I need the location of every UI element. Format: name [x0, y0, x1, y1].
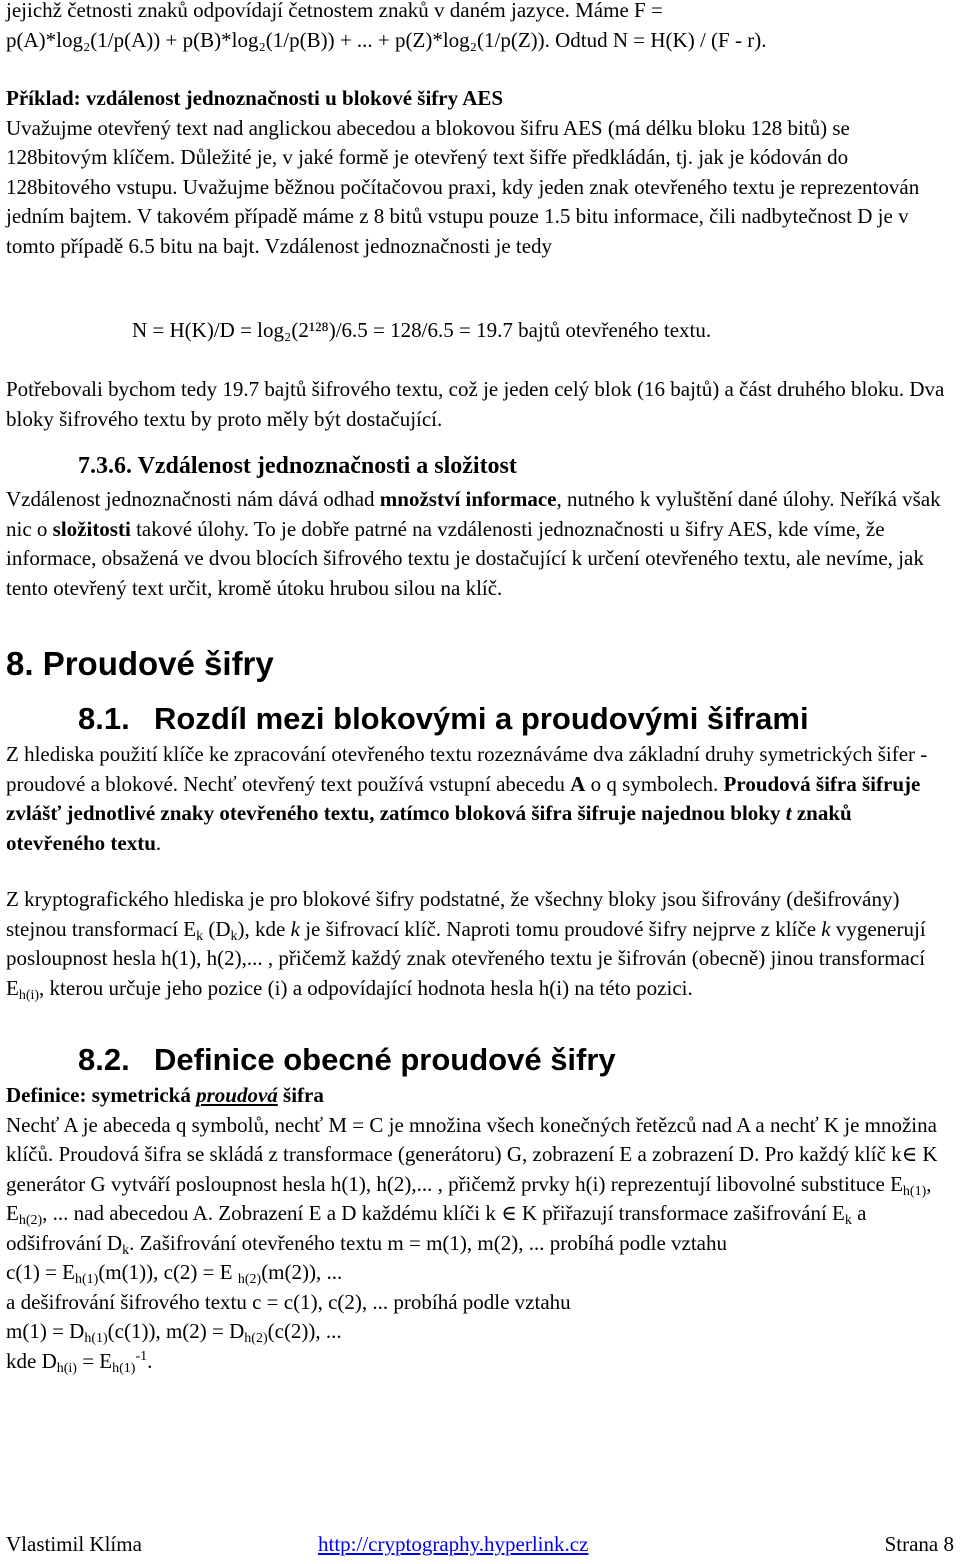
- section-8-1-title: Rozdíl mezi blokovými a proudovými šiframi: [154, 701, 809, 736]
- example-after: Potřebovali bychom tedy 19.7 bajtů šifrového textu, což je jeden celý blok (16 bajtů) a část druhého bloku. Dva bloky šifrového textu by proto měly být dostačující.: [6, 377, 945, 431]
- encryption-formula: $c(1) = E_{h(1)}(m(1))$, c(2) = E $_{h(2)}$(m(2)), ...: [6, 1260, 343, 1287]
- definition-heading: Definice: symetrická proudová šifra: [6, 1083, 324, 1107]
- example-equation: N = H(K)/D = log₂(2¹²⁸)/6.5 = 128/6.5 = 19.7 bajtů otevřeného textu.: [132, 318, 712, 342]
- section-8-2-title: Definice obecné proudové šifry: [154, 1042, 616, 1077]
- section-8-2-number: 8.2.: [78, 1042, 130, 1077]
- section-8-1-para-2: Z kryptografického hlediska je pro blokové šifry podstatné, že všechny bloky jsou šifrovány (dešifrovány) stejnou transformací $E_k$ $(D_k)$, kde k je šifrovací klíč. Naproti tomu proudové šifry nejprve z klíče k vygenerují posloupnost hesla h(1), h(2),... , přičemž každý znak otevřeného textu je šifrován (obecně) jinou transformací $E_{h(i)}$, kterou určuje jeho pozice (i) a odpovídající hodnota hesla h(i) na této pozici.: [6, 887, 926, 1003]
- chapter-8-heading: 8. Proudové šifry: [6, 645, 274, 682]
- intro-line-1: jejichž četnosti znaků odpovídají četnostem znaků v daném jazyce. Máme F =: [6, 0, 663, 22]
- section-8-1-number: 8.1.: [78, 701, 130, 736]
- example-heading: Příklad: vzdálenost jednoznačnosti u blokové šifry AES: [6, 86, 504, 110]
- example-section: [6, 84, 956, 261]
- section-7-3-6-heading: 7.3.6. Vzdálenost jednoznačnosti a složitost: [78, 453, 517, 479]
- section-7-3-6-body: Vzdálenost jednoznačnosti nám dává odhad množství informace, nutného k vyluštění dané úlohy. Neříká však nic o složitosti takové úlohy. To je dobře patrné na vzdálenosti jednoznačnosti u šifry AES, kde víme, že informace, obsažená ve dvou blocích šifrového textu je dostačující k určení otevřeného textu, ale nevíme, jak tento otevřený text určit, kromě útoku hrubou silou na klíč.: [6, 487, 941, 600]
- decryption-formula: $m(1) = D_{h(1)}(c(1))$, $m(2) = D_{h(2)}(c(2))$, ...: [6, 1319, 342, 1346]
- footer-page-number: Strana 8: [884, 1532, 954, 1556]
- decryption-line: a dešifrování šifrového textu c = c(1), c(2), ... probíhá podle vztahu: [6, 1289, 571, 1314]
- intro-line-2: p(A)*log₂(1/p(A)) + p(B)*log₂(1/p(B)) + ... + p(Z)*log₂(1/p(Z)). Odtud N = H(K) / (F - r).: [6, 27, 767, 52]
- intro-text: [6, 0, 956, 55]
- inverse-formula: kde $D_{h(i)} = E_{h(1)}^{-1}$.: [6, 1348, 153, 1376]
- definition-text: Nechť A je abeceda q symbolů, nechť M = C je množina všech konečných řetězců nad A a nechť K je množina klíčů. Proudová šifra se skládá z transformace (generátoru) G, zobrazení E a zobrazení D. Pro každý klíč k∈ K generátor G vytváří posloupnost hesla h(1), h(2),... , přičemž prvky h(i) reprezentují libovolné substituce $E_{h(1)}$, $E_{h(2)}$, ... nad abecedou A. Zobrazení E a D každému klíči k ∈ K přiřazují transformace zašifrování $E_k$ a odšifrování $D_k$. Zašifrování otevřeného textu m = m(1), m(2), ... probíhá podle vztahu: [6, 1112, 938, 1258]
- example-body: Uvažujme otevřený text nad anglickou abecedou a blokovou šifru AES (má délku bloku 128 bitů) se 128bitovým klíčem. Důležité je, v jaké formě je otevřený text šifře předkládán, tj. jak je kódován do 128bitového vstupu. Uvažujme běžnou počítačovou praxi, kdy jeden znak otevřeného textu je reprezentován jedním bajtem. V takovém případě máme z 8 bitů vstupu pouze 1.5 bitu informace, čili nadbytečnost D je v tomto případě 6.5 bitu na bajt. Vzdálenost jednoznačnosti je tedy: [6, 115, 920, 258]
- footer-author: Vlastimil Klíma: [6, 1532, 142, 1556]
- section-8-1-para-1: Z hlediska použití klíče ke zpracování otevřeného textu rozeznáváme dva základní druhy symetrických šifer - proudové a blokové. Nechť otevřený text používá vstupní abecedu A o q symbolech. Proudová šifra šifruje zvlášť jednotlivé znaky otevřeného textu, zatímco bloková šifra šifruje najednou bloky t znaků otevřeného textu.: [6, 742, 928, 855]
- section-8-2-body: [6, 1081, 956, 1376]
- footer-url-link[interactable]: http://cryptography.hyperlink.cz: [318, 1532, 589, 1556]
